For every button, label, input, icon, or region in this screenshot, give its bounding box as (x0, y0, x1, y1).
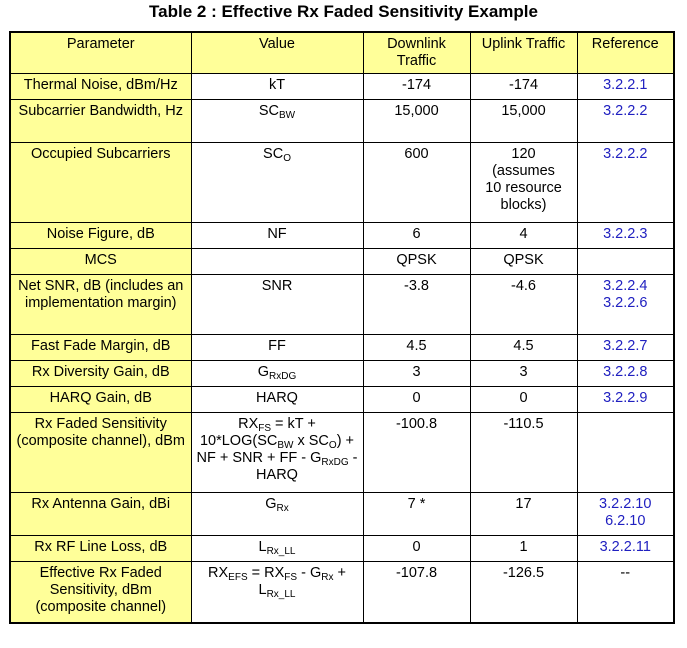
row-downlink: 4.5 (363, 334, 470, 360)
row-uplink: 17 (470, 492, 577, 535)
row-value: FF (191, 334, 363, 360)
row-value: HARQ (191, 386, 363, 412)
reference-link[interactable]: 6.2.10 (605, 512, 646, 529)
row-reference-link[interactable]: 3.2.2.7 (577, 334, 674, 360)
row-value (191, 248, 363, 274)
row-uplink: -174 (470, 73, 577, 99)
sensitivity-table (9, 31, 675, 624)
header-value: Value (191, 32, 363, 73)
row-parameter: Rx Diversity Gain, dB (10, 360, 191, 386)
row-downlink: 7 * (363, 492, 470, 535)
row-parameter: Fast Fade Margin, dB (10, 334, 191, 360)
row-value: $G_{RxDG}$ (191, 360, 363, 386)
row-parameter: Thermal Noise, dBm/Hz (10, 73, 191, 99)
row-value: $SC_O$ (191, 142, 363, 222)
row-reference-link[interactable]: 3.2.2.1 (577, 73, 674, 99)
row-downlink: 0 (363, 386, 470, 412)
row-value: kT (191, 73, 363, 99)
row-downlink: 15,000 (363, 99, 470, 142)
row-reference: -- (577, 561, 674, 623)
row-uplink: -126.5 (470, 561, 577, 623)
row-value: $G_{Rx}$ (191, 492, 363, 535)
row-reference-link[interactable]: 3.2.2.11 (577, 535, 674, 561)
table-row (10, 142, 674, 222)
row-parameter: Rx Antenna Gain, dBi (10, 492, 191, 535)
row-parameter: Occupied Subcarriers (10, 142, 191, 222)
table-row (10, 561, 674, 623)
reference-link[interactable]: 3.2.2.10 (599, 495, 652, 512)
row-downlink: -3.8 (363, 274, 470, 334)
row-value: $L_{Rx\_LL}$ (191, 535, 363, 561)
row-parameter: Effective Rx Faded Sensitivity, dBm (composite channel) (10, 561, 191, 623)
row-parameter: Rx Faded Sensitivity (composite channel), dBm (10, 412, 191, 492)
table-row (10, 248, 674, 274)
row-reference (577, 412, 674, 492)
row-formula: $RX_{EFS} = RX_{FS} - G_{Rx} + L_{Rx\_LL}$ (191, 561, 363, 623)
table-row (10, 334, 674, 360)
row-value: NF (191, 222, 363, 248)
row-uplink: -110.5 (470, 412, 577, 492)
row-reference-links (577, 492, 674, 535)
row-uplink: 120 (assumes 10 resource blocks) (470, 142, 577, 222)
header-reference: Reference (577, 32, 674, 73)
header-row (10, 32, 674, 73)
table-row (10, 222, 674, 248)
row-parameter: Noise Figure, dB (10, 222, 191, 248)
table-row (10, 274, 674, 334)
table-row (10, 492, 674, 535)
table-row (10, 535, 674, 561)
row-formula: $RX_{FS}$ = kT + $10*LOG(SC_{BW}$ x $SC_O$) + NF + SNR + FF - $G_{RxDG}$ - HARQ (191, 412, 363, 492)
header-uplink: Uplink Traffic (470, 32, 577, 73)
header-parameter: Parameter (10, 32, 191, 73)
row-parameter: Rx RF Line Loss, dB (10, 535, 191, 561)
row-parameter: Subcarrier Bandwidth, Hz (10, 99, 191, 142)
row-reference (577, 248, 674, 274)
row-downlink: -174 (363, 73, 470, 99)
row-reference-link[interactable]: 3.2.2.3 (577, 222, 674, 248)
table-row (10, 99, 674, 142)
row-parameter: MCS (10, 248, 191, 274)
table-row (10, 412, 674, 492)
row-downlink: -107.8 (363, 561, 470, 623)
row-uplink: 0 (470, 386, 577, 412)
row-reference-links (577, 274, 674, 334)
table-row (10, 73, 674, 99)
row-uplink: QPSK (470, 248, 577, 274)
row-uplink: -4.6 (470, 274, 577, 334)
row-downlink: 6 (363, 222, 470, 248)
row-value: SNR (191, 274, 363, 334)
row-reference-link[interactable]: 3.2.2.2 (577, 99, 674, 142)
table-title: Table 2 : Effective Rx Faded Sensitivity Example (149, 2, 538, 21)
header-downlink: Downlink Traffic (363, 32, 470, 73)
row-reference-link[interactable]: 3.2.2.8 (577, 360, 674, 386)
row-uplink: 1 (470, 535, 577, 561)
row-parameter: HARQ Gain, dB (10, 386, 191, 412)
table-row (10, 386, 674, 412)
row-uplink: 3 (470, 360, 577, 386)
row-uplink: 4.5 (470, 334, 577, 360)
row-parameter: Net SNR, dB (includes an implementation margin) (10, 274, 191, 334)
row-reference-link[interactable]: 3.2.2.9 (577, 386, 674, 412)
table-row (10, 360, 674, 386)
row-downlink: 0 (363, 535, 470, 561)
row-reference-link[interactable]: 3.2.2.2 (577, 142, 674, 222)
row-uplink: 15,000 (470, 99, 577, 142)
row-downlink: -100.8 (363, 412, 470, 492)
row-uplink: 4 (470, 222, 577, 248)
reference-link[interactable]: 3.2.2.4 (603, 277, 648, 294)
reference-link[interactable]: 3.2.2.6 (603, 294, 648, 311)
row-downlink: 3 (363, 360, 470, 386)
row-downlink: 600 (363, 142, 470, 222)
row-value: $SC_{BW}$ (191, 99, 363, 142)
row-downlink: QPSK (363, 248, 470, 274)
